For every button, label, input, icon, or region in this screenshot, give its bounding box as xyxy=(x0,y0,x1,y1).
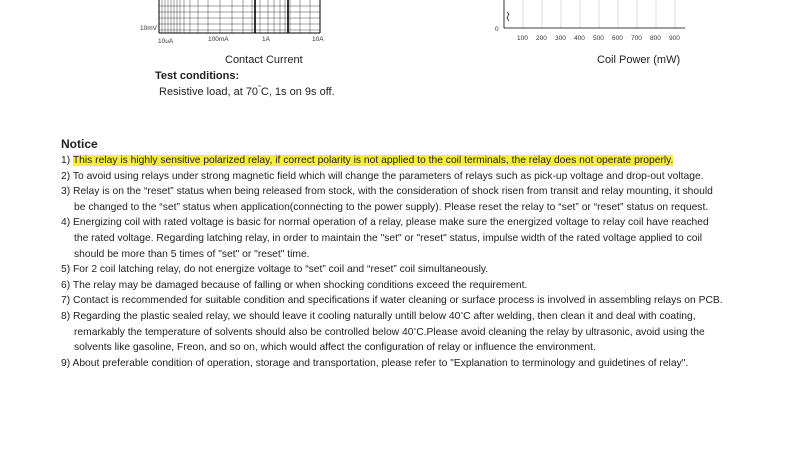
notice-item-8-line-1 xyxy=(61,309,776,325)
notice-item-3-line-2: be changed to the “set” status when application(connecting to the power supply). Please reset the relay to “set” or “reset” status on request. xyxy=(74,201,709,213)
degree-symbol: ° xyxy=(413,327,417,335)
contact-voltage-chart xyxy=(140,0,330,50)
test-conditions-text-before: Resistive load, at 70 xyxy=(159,86,259,98)
right-chart-x-tick: 900 xyxy=(669,35,680,42)
right-chart-x-tick: 100 xyxy=(517,35,528,42)
test-conditions-title: Test conditions: xyxy=(155,70,240,82)
notice-item-8-line-2 xyxy=(61,325,776,341)
notice-item-5: 5) For 2 coil latching relay, do not energize voltage to “set” coil and “reset” coil simultaneously. xyxy=(61,264,489,276)
left-chart-y-tick: 10mV xyxy=(140,25,157,32)
test-conditions-text-after: C, 1s on 9s off. xyxy=(260,86,335,98)
notice-item-1 xyxy=(61,153,776,169)
coil-power-chart xyxy=(495,0,690,50)
left-chart-x-tick: 10uA xyxy=(158,38,174,45)
test-conditions-text xyxy=(159,86,335,98)
notice-item-4-line-3: should be more than 5 times of "set" or "reset" time. xyxy=(74,248,310,260)
notice-item-8-text-c: remarkably the temperature of solvents should also be controlled below 40 xyxy=(74,326,414,338)
degree-symbol: ° xyxy=(460,311,464,319)
notice-item-1-number: 1) xyxy=(61,155,73,166)
notice-item-2: 2) To avoid using relays under strong magnetic field which will change the parameters of relays such as pick-up voltage and drop-out voltage. xyxy=(61,170,704,182)
right-chart-xlabel: Coil Power (mW) xyxy=(597,54,681,66)
notice-title: Notice xyxy=(61,137,98,151)
left-chart-x-tick: 1A xyxy=(262,36,270,43)
right-chart-grid xyxy=(523,0,675,28)
notice-item-3-line-1: 3) Relay is on the “reset” status when being released from stock, with the consideration of shock risen from transit and relay mounting, it should xyxy=(61,186,713,198)
notice-item-8-text-b: C after welding, then clean it and deal with coating, xyxy=(463,310,696,322)
right-chart-x-tick: 700 xyxy=(631,35,642,42)
notice-item-4-line-1: 4) Energizing coil with rated voltage is basic for normal operation of a relay, please make sure the energized voltage to relay coil have reached xyxy=(61,217,709,229)
right-chart-y-tick: 0 xyxy=(495,26,499,33)
left-chart-grid xyxy=(159,0,320,33)
notice-item-1-highlighted-text: This relay is highly sensitive polarized relay, if correct polarity is not applied to the coil terminals, the relay does not operate properly. xyxy=(72,155,674,166)
notice-item-7: 7) Contact is recommended for suitable condition and specifications if water cleaning or surface process is involved in assembling relays on PCB. xyxy=(61,295,723,307)
notice-item-8-text-a: 8) Regarding the plastic sealed relay, we should leave it cooling naturally untill below 40 xyxy=(61,310,461,322)
notice-item-4-line-2: the rated voltage. Regarding latching relay, in order to maintain the "set" or "reset" status, impulse width of the rated voltage applied to coil xyxy=(74,232,703,244)
right-chart-x-tick: 800 xyxy=(650,35,661,42)
notice-list xyxy=(61,153,776,371)
right-chart-curve-fragment xyxy=(507,12,509,21)
left-chart-x-tick: 10A xyxy=(312,36,324,43)
notice-item-8-text-d: C.Please avoid cleaning the relay by ultrasonic, avoid using the xyxy=(416,326,705,338)
left-chart-xlabel: Contact Current xyxy=(225,54,303,66)
notice-item-8-line-3: solvents like gasoline, Freon, and so on, which would affect the configuration of relay or influence the environment. xyxy=(74,342,596,354)
right-chart-x-tick: 600 xyxy=(612,35,623,42)
degree-symbol: ° xyxy=(258,85,261,92)
notice-item-6: 6) The relay may be damaged because of falling or when shocking conditions exceed the requirement. xyxy=(61,279,528,291)
left-chart-x-tick: 100mA xyxy=(208,36,229,43)
right-chart-x-tick: 400 xyxy=(574,35,585,42)
notice-item-9: 9) About preferable condition of operation, storage and transportation, please refer to "Explanation to terminology and guidetines of relay". xyxy=(61,357,689,369)
right-chart-x-tick: 300 xyxy=(555,35,566,42)
right-chart-x-tick: 200 xyxy=(536,35,547,42)
right-chart-x-tick: 500 xyxy=(593,35,604,42)
